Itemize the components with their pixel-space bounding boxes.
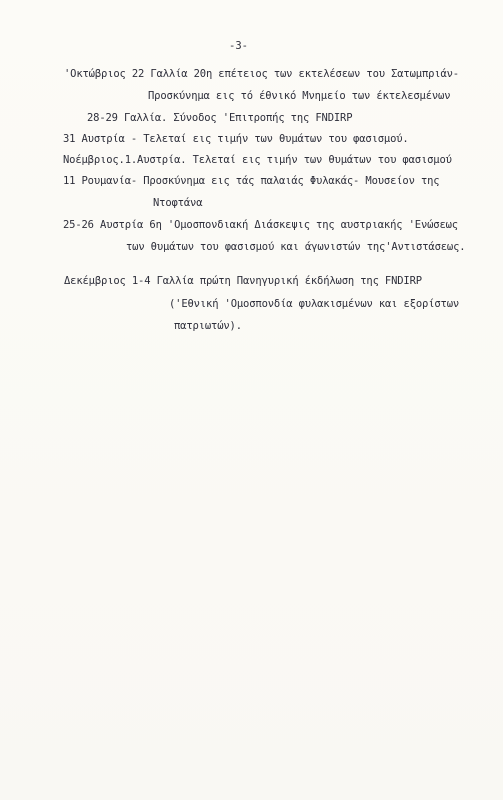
text-line-november-1: Νοέμβριος.1.Αυστρία. Τελεταί εις τιμήν των θυμάτων του φασισμού xyxy=(63,154,452,166)
text-line-october-22: 'Οκτώβριος 22 Γαλλία 20η επέτειος των εκτελέσεων του Σατωμπριάν- xyxy=(64,68,459,80)
text-line-december-1-4: Δεκέμβριος 1-4 Γαλλία πρώτη Πανηγυρική έκδήλωση της FNDIRP xyxy=(64,275,422,287)
text-line-december-1-4-continued: ('Εθνική 'Ομοσπονδία φυλακισμένων και εξορίστων xyxy=(169,298,460,310)
text-line-december-1-4-end: πατριωτών). xyxy=(174,320,242,332)
text-line-november-11: 11 Ρουμανία- Προσκύνημα εις τάς παλαιάς Φυλακάς- Μουσείον της xyxy=(63,175,440,187)
text-line-october-28-29: 28-29 Γαλλία. Σύνοδος 'Επιτροπής της FNDIRP xyxy=(87,112,353,124)
text-line-november-25-26: 25-26 Αυστρία 6η 'Ομοσπονδιακή Διάσκεψις της αυστριακής 'Ενώσεως xyxy=(63,219,458,231)
text-line-november-11-continued: Ντοφτάνα xyxy=(153,197,203,209)
text-line-october-22-continued: Προσκύνημα εις τό έθνικό Μνημείο των έκτελεσμένων xyxy=(148,90,451,102)
text-line-november-25-26-continued: των θυμάτων του φασισμού και άγωνιστών της'Αντιστάσεως. xyxy=(126,241,466,253)
page-number: -3- xyxy=(229,40,248,52)
text-line-october-31: 31 Αυστρία - Τελεταί εις τιμήν των θυμάτων του φασισμού. xyxy=(63,133,409,145)
